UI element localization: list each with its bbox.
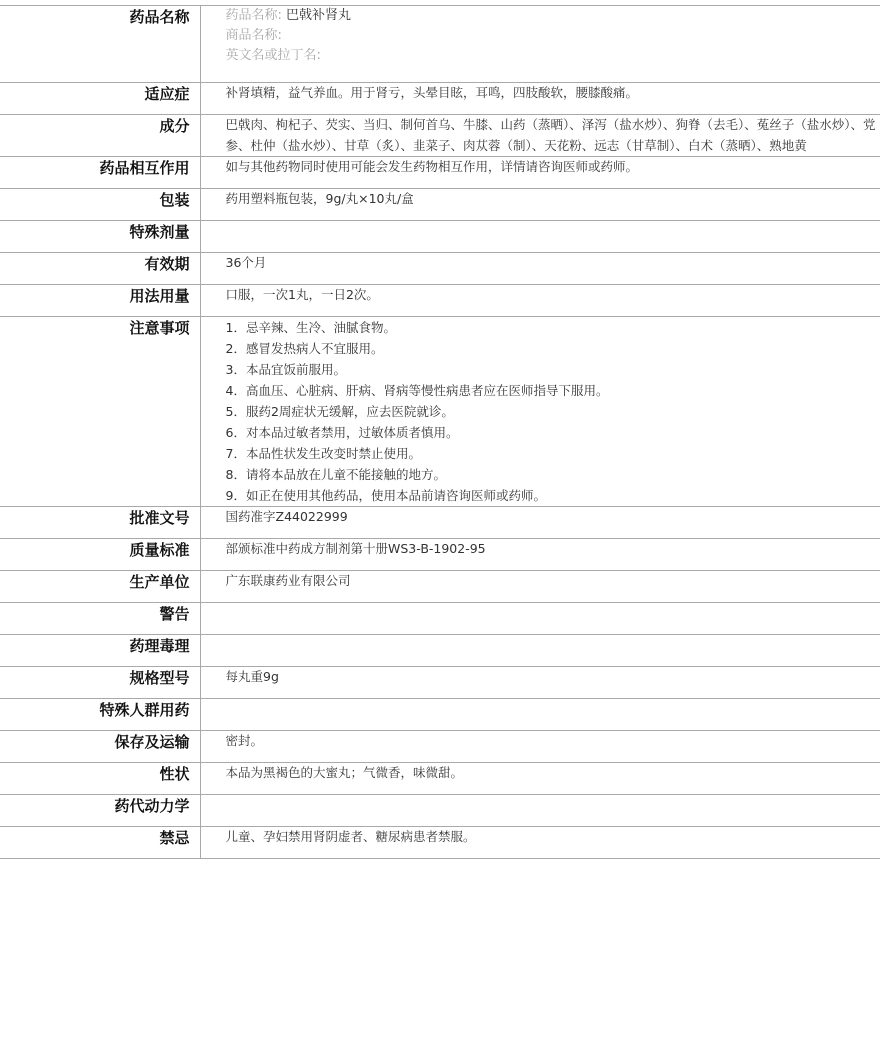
row-contraindications [0,827,880,859]
drug-name-value: 巴戟补肾丸 [286,8,352,23]
value-precautions [200,317,880,507]
row-manufacturer [0,571,880,603]
trade-name-key: 商品名称: [225,28,282,43]
label-storage: 保存及运输 [0,731,200,763]
row-appearance [0,763,880,795]
english-name-line [226,46,880,66]
value-specification: 每丸重9g [225,669,279,684]
label-pharmacology: 药理毒理 [0,635,200,667]
value-interactions: 如与其他药物同时使用可能会发生药物相互作用，详情请咨询医师或药师。 [225,159,639,174]
precaution-item: 2．感冒发热病人不宜服用。 [225,341,384,356]
row-drug-name [0,6,880,83]
label-specification: 规格型号 [0,667,200,699]
label-appearance: 性状 [0,763,200,795]
value-shelf-life: 36个月 [225,255,267,270]
value-special-dosage [200,221,880,253]
row-shelf-life [0,253,880,285]
value-indications: 补肾填精，益气养血。用于肾亏，头晕目眩，耳鸣，四肢酸软，腰膝酸痛。 [225,85,639,100]
label-special-groups: 特殊人群用药 [0,699,200,731]
row-packaging [0,189,880,221]
value-manufacturer: 广东联康药业有限公司 [225,573,351,588]
label-contraindications: 禁忌 [0,827,200,859]
precaution-item: 4．高血压、心脏病、肝病、肾病等慢性病患者应在医师指导下服用。 [225,383,609,398]
row-warning [0,603,880,635]
precaution-item: 8．请将本品放在儿童不能接触的地方。 [225,467,446,482]
precaution-item: 3．本品宜饭前服用。 [225,362,346,377]
value-pharmacokinetics [200,795,880,827]
row-standard [0,539,880,571]
trade-name-line [226,26,880,46]
label-packaging: 包装 [0,189,200,221]
precaution-item: 6．对本品过敏者禁用，过敏体质者慎用。 [225,425,459,440]
row-interactions [0,157,880,189]
label-usage: 用法用量 [0,285,200,317]
precaution-item: 5．服药2周症状无缓解，应去医院就诊。 [225,404,454,419]
value-usage: 口服，一次1丸，一日2次。 [225,287,379,302]
row-precautions [0,317,880,507]
label-manufacturer: 生产单位 [0,571,200,603]
value-ingredients: 巴戟肉、枸杞子、芡实、当归、制何首乌、牛膝、山药（蒸晒）、泽泻（盐水炒）、狗脊（去毛）、菟丝子（盐水炒）、党参、杜仲（盐水炒）、甘草（炙）、韭菜子、肉苁蓉（制）、天花粉、远志（甘草制）、白术（蒸晒）、熟地黄 [225,117,876,153]
row-approval [0,507,880,539]
label-interactions: 药品相互作用 [0,157,200,189]
precaution-item: 9．如正在使用其他药品，使用本品前请咨询医师或药师。 [225,488,546,503]
row-pharmacology [0,635,880,667]
title-block [200,6,880,83]
label-standard: 质量标准 [0,539,200,571]
label-special-dosage: 特殊剂量 [0,221,200,253]
row-indications [0,83,880,115]
value-standard: 部颁标准中药成方制剂第十册WS3-B-1902-95 [225,541,486,556]
label-approval: 批准文号 [0,507,200,539]
row-usage [0,285,880,317]
label-shelf-life: 有效期 [0,253,200,285]
value-storage: 密封。 [225,733,264,748]
english-name-key: 英文名或拉丁名: [225,48,321,63]
label-warning: 警告 [0,603,200,635]
row-special-groups [0,699,880,731]
drug-name-key: 药品名称: [225,8,282,23]
value-warning [200,603,880,635]
row-pharmacokinetics [0,795,880,827]
row-ingredients [0,115,880,157]
label-drug-name: 药品名称 [0,6,200,83]
drug-name-line [226,6,880,26]
precaution-item: 1．忌辛辣、生冷、油腻食物。 [225,320,396,335]
value-pharmacology [200,635,880,667]
value-special-groups [200,699,880,731]
row-special-dosage [0,221,880,253]
row-storage [0,731,880,763]
row-specification [0,667,880,699]
label-indications: 适应症 [0,83,200,115]
precaution-item: 7．本品性状发生改变时禁止使用。 [225,446,421,461]
value-approval: 国药准字Z44022999 [225,509,348,524]
label-ingredients: 成分 [0,115,200,157]
label-pharmacokinetics: 药代动力学 [0,795,200,827]
drug-info-table [0,5,880,859]
label-precautions: 注意事项 [0,317,200,507]
value-appearance: 本品为黑褐色的大蜜丸；气微香，味微甜。 [225,765,464,780]
value-packaging: 药用塑料瓶包装，9g/丸×10丸/盒 [225,191,414,206]
value-contraindications: 儿童、孕妇禁用肾阴虚者、糖尿病患者禁服。 [225,829,476,844]
